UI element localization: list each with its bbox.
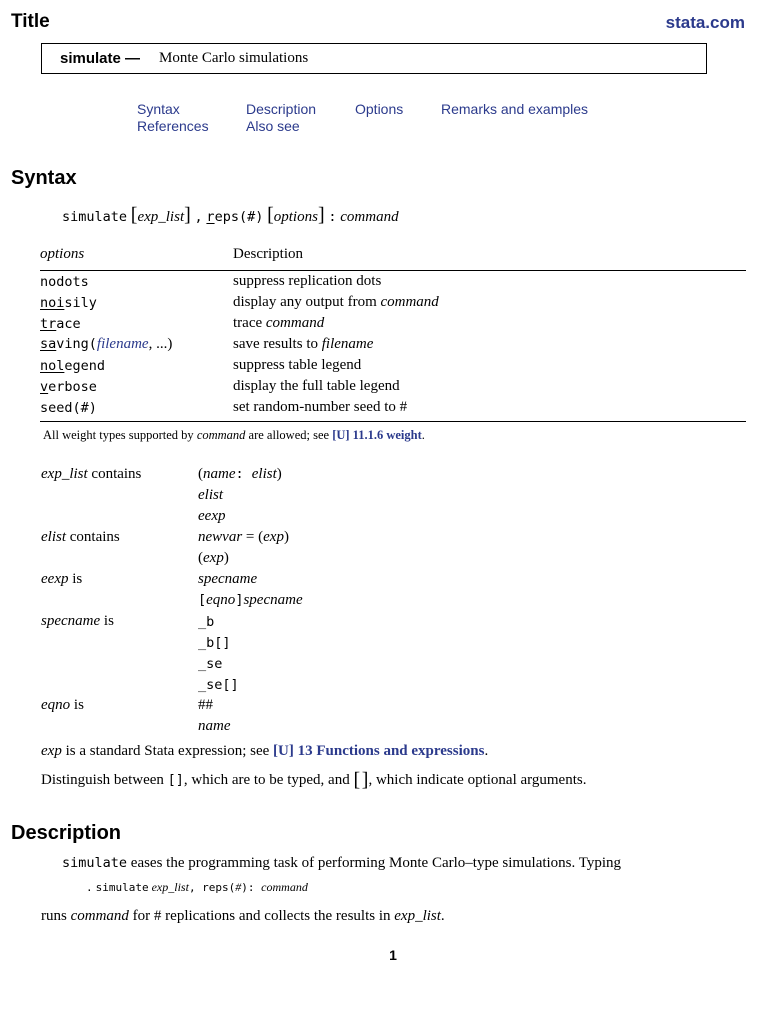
def-label-exp-list: exp_list contains bbox=[41, 466, 142, 482]
nav-references[interactable]: References bbox=[137, 118, 209, 134]
table-row bbox=[40, 376, 746, 397]
table-row bbox=[40, 313, 746, 334]
nav-remarks[interactable]: Remarks and examples bbox=[441, 101, 589, 117]
def-value: _b[] bbox=[198, 635, 231, 651]
page-number: 1 bbox=[389, 947, 397, 963]
bracket-close: ] bbox=[184, 204, 191, 226]
bracket-close: ] bbox=[317, 204, 325, 226]
def-value: _se bbox=[198, 656, 223, 672]
def-value: name bbox=[198, 718, 231, 734]
table-row bbox=[40, 355, 746, 376]
def-value: specname bbox=[198, 571, 258, 587]
bracket-open: [ bbox=[130, 204, 138, 226]
option-name: nolegend bbox=[40, 357, 106, 374]
def-value: (name: elist) bbox=[198, 466, 282, 482]
option-desc: display the full table legend bbox=[233, 378, 400, 394]
weight-link[interactable]: [U] 11.1.6 weight bbox=[332, 428, 422, 442]
syntax-command: command bbox=[340, 209, 399, 225]
example-line: . simulate exp_list, reps(#): command bbox=[86, 880, 308, 894]
table-row bbox=[40, 334, 746, 355]
bracket-pair: [ ] bbox=[353, 769, 369, 791]
distinguish-note: Distinguish between [], which are to be typed, and [ ], which indicate optional arguments. bbox=[41, 769, 587, 791]
syntax-line bbox=[62, 204, 399, 227]
col-description: Description bbox=[233, 242, 746, 271]
title-command: simulate — bbox=[60, 50, 141, 67]
page-heading-title: Title bbox=[11, 11, 50, 32]
description-para: simulate eases the programming task of performing Monte Carlo–type simulations. Typing bbox=[62, 855, 622, 871]
title-description: Monte Carlo simulations bbox=[159, 50, 309, 66]
option-desc: display any output from command bbox=[233, 294, 439, 310]
def-value: (exp) bbox=[198, 550, 229, 566]
def-value: eexp bbox=[198, 508, 226, 524]
def-label-elist: elist contains bbox=[41, 529, 120, 545]
option-desc: save results to filename bbox=[233, 336, 374, 352]
stata-link[interactable]: stata.com bbox=[665, 13, 745, 32]
option-name: nodots bbox=[40, 273, 89, 290]
table-row bbox=[40, 292, 746, 313]
option-name: noisily bbox=[40, 294, 97, 311]
weights-note: All weight types supported by command are allowed; see [U] 11.1.6 weight. bbox=[43, 428, 425, 442]
def-label-eexp: eexp is bbox=[41, 571, 83, 587]
nav-options[interactable]: Options bbox=[355, 101, 404, 117]
table-row bbox=[40, 271, 746, 293]
def-value: ## bbox=[198, 697, 213, 713]
syntax-comma: , bbox=[194, 209, 203, 225]
option-name: verbose bbox=[40, 378, 97, 395]
def-value: _b bbox=[198, 614, 215, 630]
def-label-eqno: eqno is bbox=[41, 697, 84, 713]
syntax-cmd: simulate bbox=[62, 209, 128, 225]
syntax-colon: : bbox=[328, 209, 337, 225]
def-value: elist bbox=[198, 487, 223, 503]
nav-description[interactable]: Description bbox=[246, 101, 317, 117]
option-name: trace bbox=[40, 315, 81, 332]
option-desc: trace command bbox=[233, 315, 325, 331]
option-desc: suppress table legend bbox=[233, 357, 362, 373]
description-para-2: runs command for # replications and collects the results in exp_list. bbox=[41, 908, 445, 924]
nav-also-see[interactable]: Also see bbox=[246, 118, 300, 134]
options-table bbox=[40, 242, 746, 422]
exp-note: exp is a standard Stata expression; see [U] 13 Functions and expressions. bbox=[41, 743, 489, 759]
syntax-reps: reps(#) bbox=[206, 209, 264, 225]
option-name: seed(#) bbox=[40, 397, 233, 422]
description-heading: Description bbox=[11, 822, 122, 844]
table-header bbox=[40, 242, 746, 271]
def-label-specname: specname is bbox=[41, 613, 114, 629]
def-value: [eqno]specname bbox=[198, 592, 303, 608]
title-box bbox=[41, 43, 707, 74]
def-value: _se[] bbox=[198, 677, 239, 693]
syntax-options: options bbox=[273, 209, 318, 225]
option-desc: set random-number seed to # bbox=[233, 397, 746, 422]
option-desc: suppress replication dots bbox=[233, 273, 382, 289]
bracket-open: [ bbox=[267, 204, 274, 226]
col-options: options bbox=[40, 242, 233, 271]
syntax-heading: Syntax bbox=[11, 167, 77, 189]
nav-syntax[interactable]: Syntax bbox=[137, 101, 180, 117]
table-row bbox=[40, 397, 746, 422]
def-value: newvar = (exp) bbox=[198, 529, 289, 545]
syntax-exp-list: exp_list bbox=[137, 209, 185, 225]
functions-link[interactable]: [U] 13 Functions and expressions bbox=[273, 743, 485, 759]
option-name: saving(filename, ...) bbox=[40, 336, 173, 352]
